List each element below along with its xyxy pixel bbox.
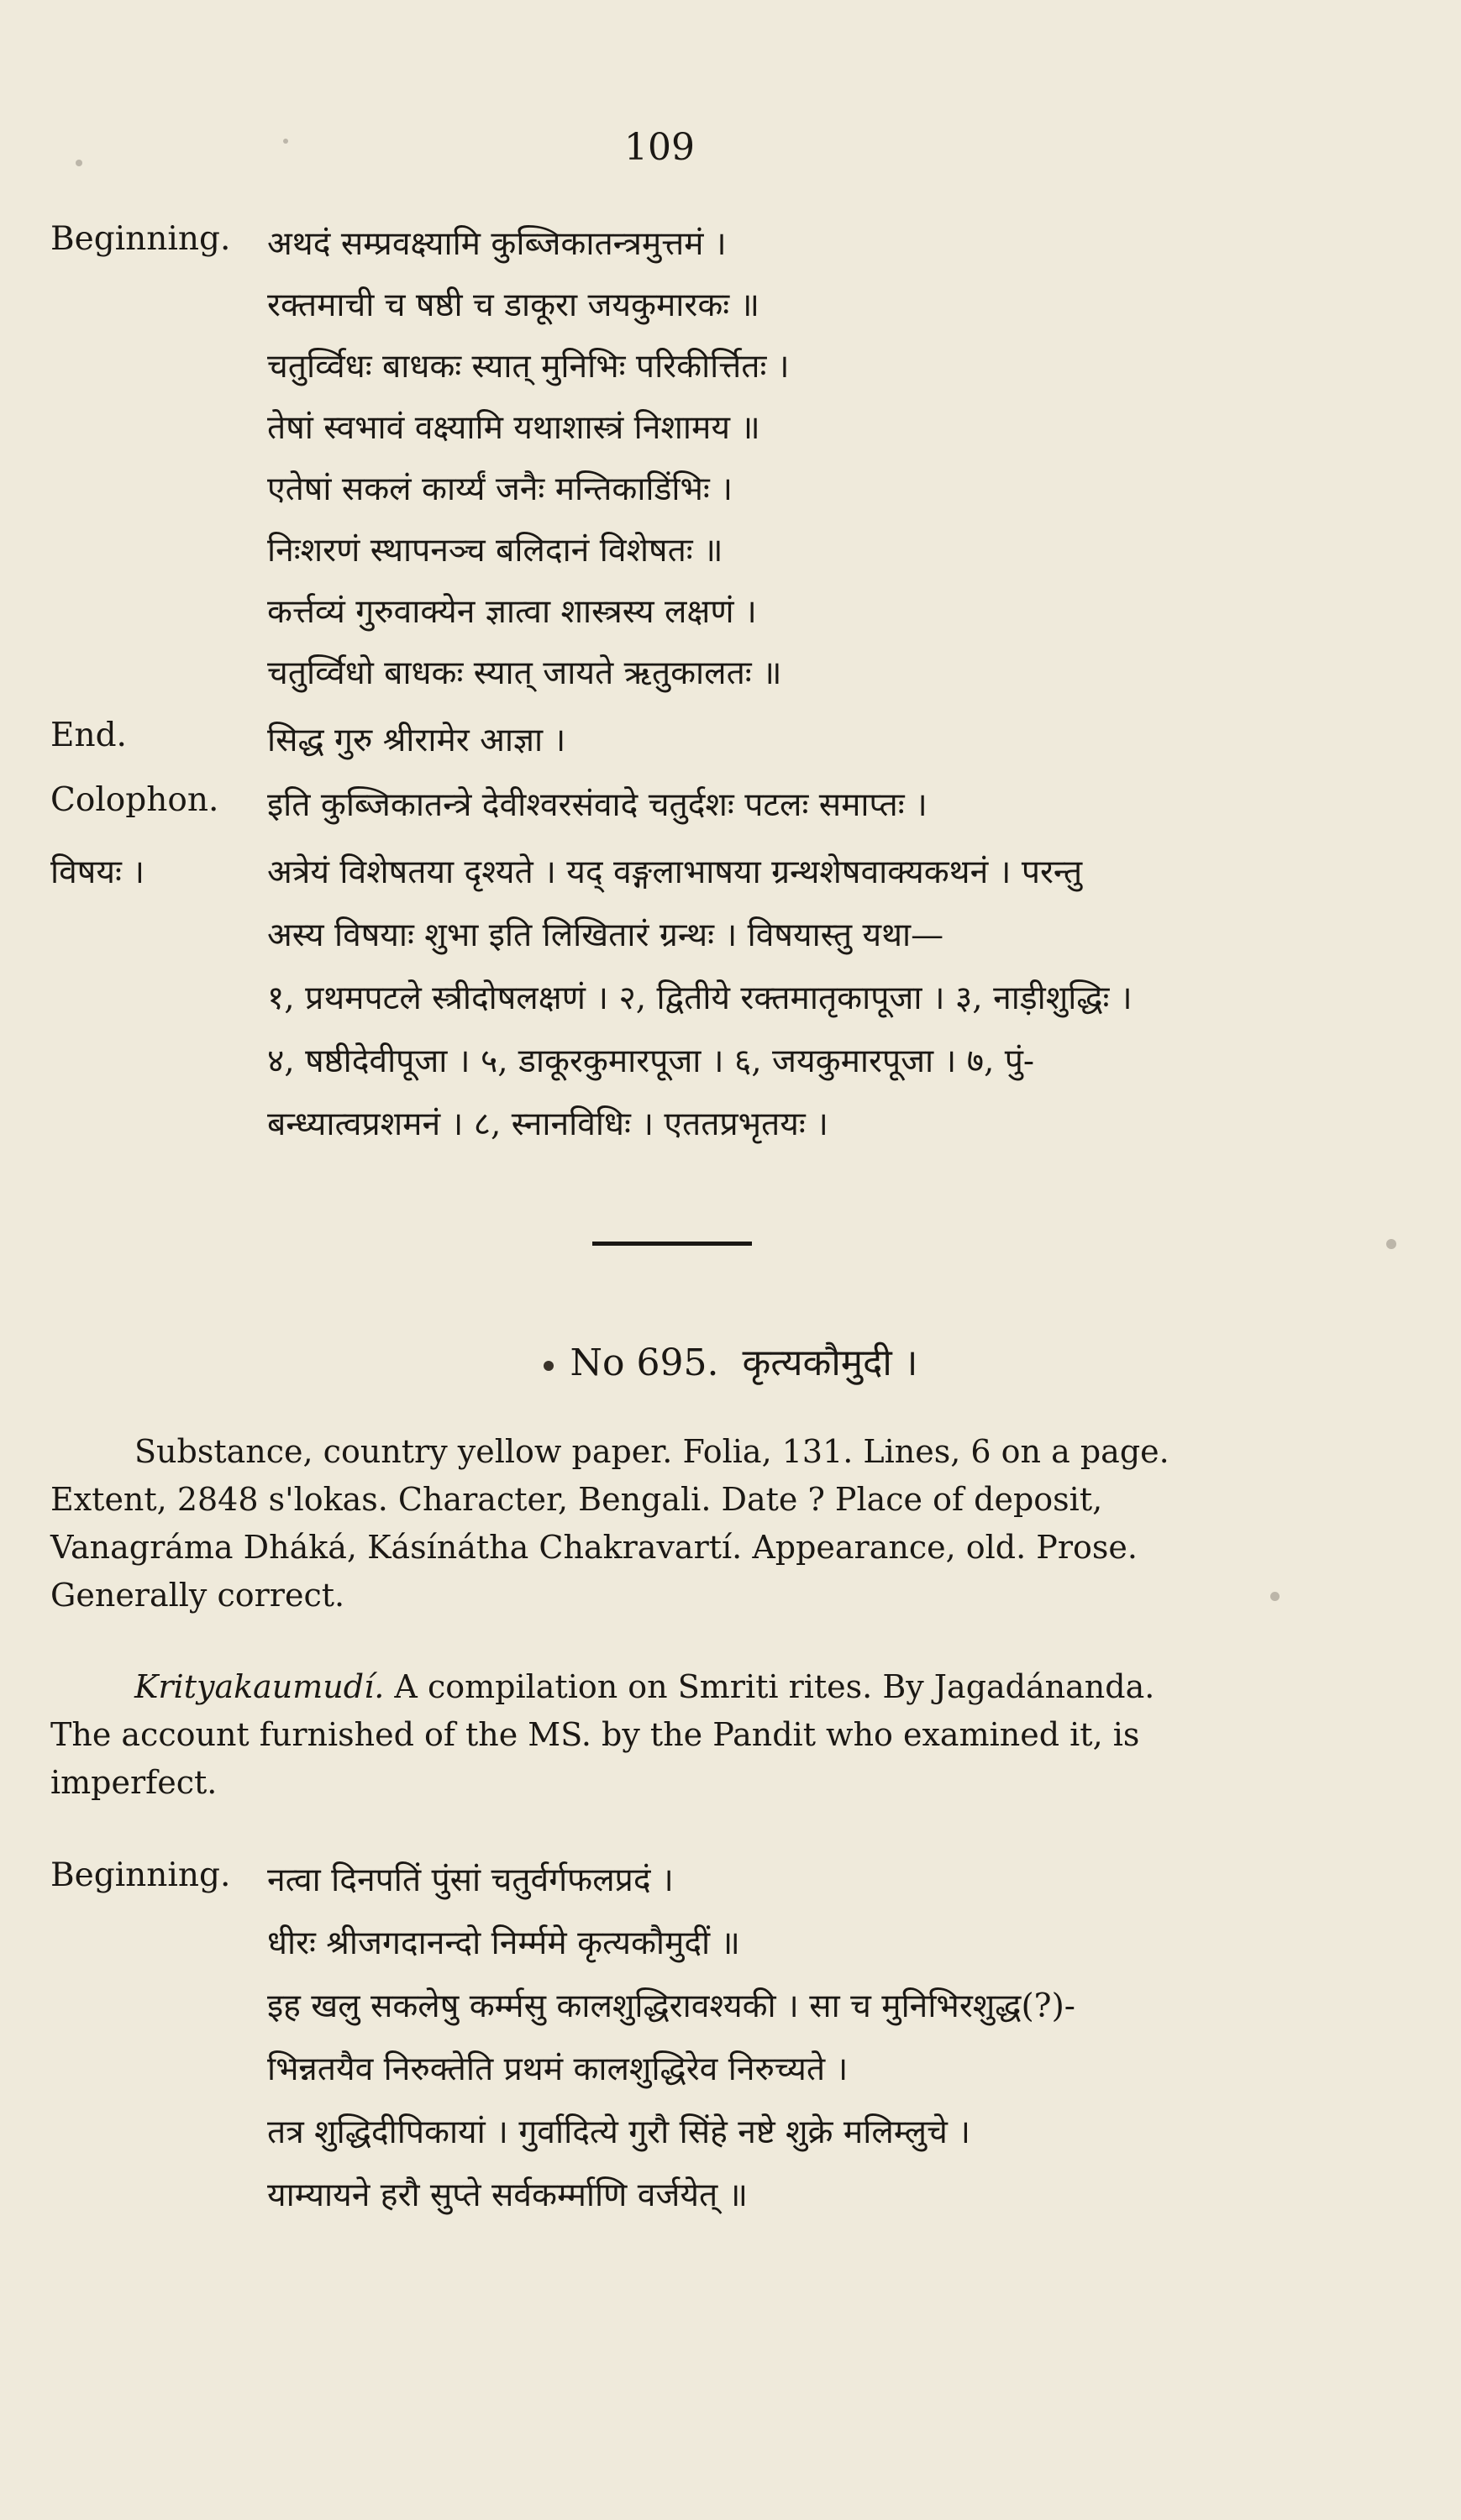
- beginning-label: Beginning.: [50, 220, 231, 258]
- description-line: Generally correct.: [50, 1577, 345, 1614]
- vishaya-line: बन्ध्यात्वप्रशमनं । ८, स्नानविधिः । एततप्रभृतयः ।: [267, 1105, 828, 1143]
- entry-summary: [50, 1663, 1285, 1807]
- bullet-icon: [544, 1361, 554, 1371]
- entry-number: No 695.: [570, 1341, 719, 1384]
- summary-line: imperfect.: [50, 1764, 218, 1801]
- verse-line: एतेषां सकलं कार्य्यं जनैः मन्तिकाडिंभिः ।: [267, 470, 733, 508]
- work-title: Krityakaumudí.: [134, 1668, 385, 1705]
- verse-line: अथदं सम्प्रवक्ष्यामि कुब्जिकातन्त्रमुत्तमं ।: [267, 225, 727, 263]
- entry-title: [0, 1336, 1461, 1386]
- vishaya-label: विषयः ।: [50, 853, 145, 891]
- beginning-label-2: Beginning.: [50, 1856, 231, 1894]
- summary-line-first: [50, 1663, 1285, 1711]
- section-divider: [592, 1242, 752, 1246]
- verse-line: चतुर्व्विधः बाधकः स्यात् मुनिभिः परिकीर्त्तितः ।: [267, 348, 790, 386]
- verse-line: धीरः श्रीजगदानन्दो निर्म्ममे कृत्यकौमुदीं ॥: [267, 1924, 740, 1962]
- description-line: Substance, country yellow paper. Folia, 131. Lines, 6 on a page.: [134, 1433, 1169, 1470]
- summary-line: A compilation on Smriti rites. By Jagadánanda.: [394, 1668, 1155, 1705]
- vishaya-line: १, प्रथमपटले स्त्रीदोषलक्षणं । २, द्वितीये रक्तमातृकापूजा । ३, नाड़ीशुद्धिः ।: [267, 979, 1133, 1017]
- summary-line: The account furnished of the MS. by the Pandit who examined it, is: [50, 1716, 1140, 1753]
- verse-line: याम्यायने हरौ सुप्ते सर्वकर्म्माणि वर्जयेत् ॥: [267, 2176, 748, 2214]
- description-line: Extent, 2848 s'lokas. Character, Bengali. Date ? Place of deposit,: [50, 1481, 1103, 1518]
- end-label: End.: [50, 717, 127, 754]
- verse-line: रक्तमाची च षष्ठी च डाकूरा जयकुमारकः ॥: [267, 286, 759, 324]
- colophon-label: Colophon.: [50, 781, 219, 819]
- entry-description: [50, 1428, 1285, 1620]
- vishaya-line: अस्य विषयाः शुभा इति लिखितारं ग्रन्थः । विषयास्तु यथा—: [267, 916, 944, 954]
- page-number: 109: [624, 126, 695, 169]
- verse-line: तेषां स्वभावं वक्ष्यामि यथाशास्त्रं निशामय ॥: [267, 409, 760, 447]
- verse-line: भिन्नतयैव निरुक्तेति प्रथमं कालशुद्धिरेव निरुच्यते ।: [267, 2050, 849, 2088]
- description-line: Vanagráma Dháká, Kásínátha Chakravartí. Appearance, old. Prose.: [50, 1529, 1138, 1566]
- verse-line: कर्त्तव्यं गुरुवाक्येन ज्ञात्वा शास्त्रस्य लक्षणं ।: [267, 593, 757, 631]
- verse-line: चतुर्व्विधो बाधकः स्यात् जायते ऋतुकालतः ॥: [267, 654, 782, 692]
- verse-line: नत्वा दिनपतिं पुंसां चतुर्वर्गफलप्रदं ।: [267, 1861, 674, 1899]
- vishaya-line: ४, षष्ठीदेवीपूजा । ५, डाकूरकुमारपूजा । ६, जयकुमारपूजा । ७, पुं-: [267, 1042, 1035, 1080]
- colophon-line: इति कुब्जिकातन्त्रे देवीश्वरसंवादे चतुर्दशः पटलः समाप्तः ।: [267, 786, 928, 824]
- verse-line: इह खलु सकलेषु कर्म्मसु कालशुद्धिरावश्यकी । सा च मुनिभिरशुद्ध(?)-: [267, 1987, 1075, 2025]
- vishaya-line: अत्रेयं विशेषतया दृश्यते । यद् वङ्गलाभाषया ग्रन्थशेषवाक्यकथनं । परन्तु: [267, 853, 1083, 891]
- verse-line: तत्र शुद्धिदीपिकायां । गुर्वादित्ये गुरौ सिंहे नष्टे शुक्रे मलिम्लुचे ।: [267, 2113, 971, 2151]
- paper-spot: [1386, 1239, 1396, 1249]
- end-line: सिद्ध गुरु श्रीरामेर आज्ञा ।: [267, 722, 566, 759]
- verse-line: निःशरणं स्थापनञ्च बलिदानं विशेषतः ॥: [267, 532, 723, 570]
- entry-sanskrit-title: कृत्यकौमुदी ।: [742, 1341, 918, 1384]
